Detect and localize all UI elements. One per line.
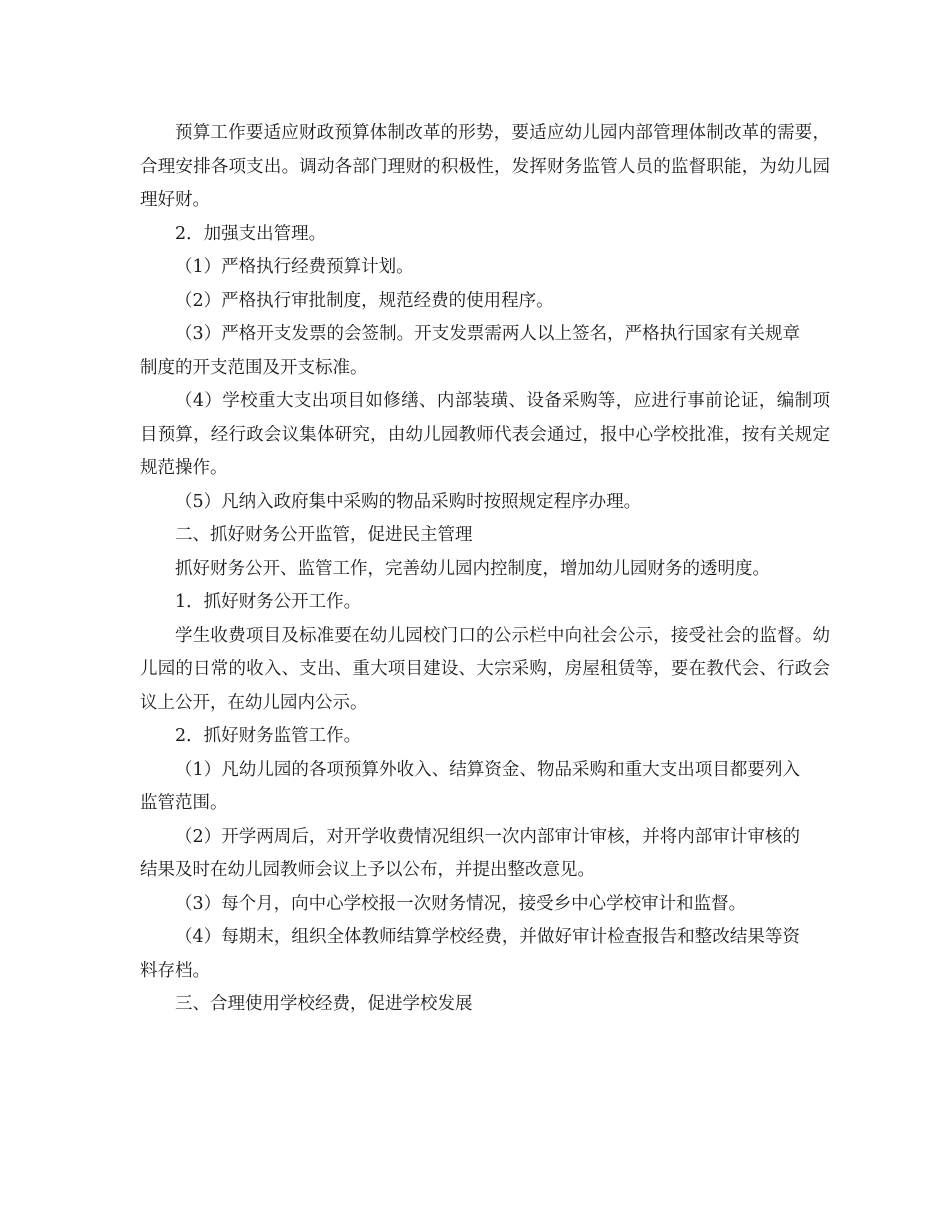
- heading-disclosure-work: 1．抓好财务公开工作。: [175, 592, 362, 612]
- paragraph-fee-publicity: 学生收费项目及标准要在幼儿园校门口的公示栏中向社会公示，接受社会的监督。幼儿园的日常的收入、支出、重大项目建设、大宗采购，房屋租赁等，要在教代会、行政会议上公开，在幼儿园内公示。: [140, 625, 830, 713]
- document-body: [140, 117, 830, 1022]
- list-item-budget-plan: （1）严格执行经费预算计划。: [175, 257, 414, 277]
- paragraph-disclosure-intro: 抓好财务公开、监管工作，完善幼儿园内控制度，增加幼儿园财务的透明度。: [175, 558, 770, 579]
- list-item-term-end-settlement: （4）每期末，组织全体教师结算学校经费，并做好审计检查报告和整改结果等资料存档。: [140, 927, 800, 981]
- list-item-government-procurement: （5）凡纳入政府集中采购的物品采购时按照规定程序办理。: [175, 491, 642, 512]
- paragraph-budget-reform: 预算工作要适应财政预算体制改革的形势，要适应幼儿园内部管理体制改革的需要，合理安排各项支出。调动各部门理财的积极性，发挥财务监管人员的监督职能，为幼儿园理好财。: [140, 123, 830, 210]
- list-item-monthly-report: （3）每个月，向中心学校报一次财务情况，接受乡中心学校审计和监督。: [175, 893, 747, 914]
- section-heading-financial-disclosure: 二、抓好财务公开监管，促进民主管理: [175, 525, 473, 545]
- heading-supervision-work: 2．抓好财务监管工作。: [175, 726, 362, 746]
- list-item-invoice-countersign: （3）严格开支发票的会签制。开支发票需两人以上签名，严格执行国家有关规章制度的开支范围及开支标准。: [140, 324, 800, 378]
- list-item-approval-system: （2）严格执行审批制度，规范经费的使用程序。: [175, 290, 554, 311]
- list-item-supervision-scope: （1）凡幼儿园的各项预算外收入、结算资金、物品采购和重大支出项目都要列入监管范围。: [140, 759, 800, 813]
- list-item-internal-audit: （2）开学两周后，对开学收费情况组织一次内部审计审核，并将内部审计审核的结果及时在幼儿园教师会议上予以公布，并提出整改意见。: [140, 826, 800, 880]
- section-heading-fund-usage: 三、合理使用学校经费，促进学校发展: [175, 994, 473, 1014]
- heading-expenditure-management: 2．加强支出管理。: [175, 223, 327, 244]
- list-item-major-projects: （4）学校重大支出项目如修缮、内部装璜、设备采购等，应进行事前论证，编制项目预算，经行政会议集体研究，由幼儿园教师代表会通过，报中心学校批准，按有关规定规范操作。: [140, 391, 830, 478]
